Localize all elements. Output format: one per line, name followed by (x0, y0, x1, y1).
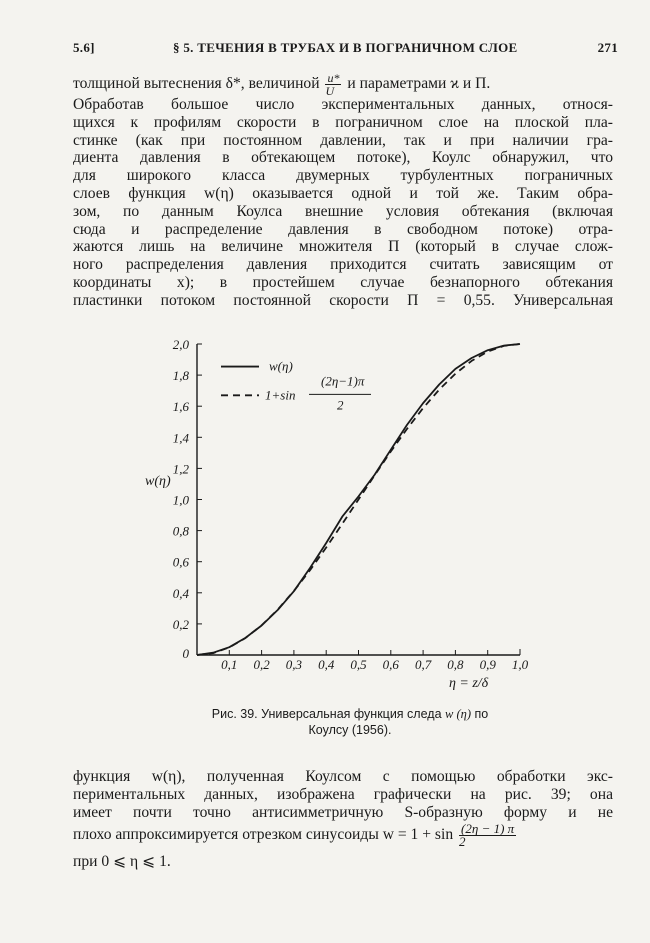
paragraph-line: для широкого класса двумерных турбулентных пограничных (73, 167, 613, 185)
y-tick-label: 2,0 (172, 337, 189, 352)
paragraph-line: плохо аппроксимируется отрезком синусоиды w = 1 + sin $\frac{(2\eta - 1) \pi}{2}$ (73, 821, 515, 850)
y-tick-label: 0,8 (172, 523, 189, 539)
fraction-sine-argument: $\frac{(2\eta - 1) \pi}{2}$ (459, 821, 515, 850)
y-tick-label: 0,4 (172, 585, 189, 601)
series-sine-dashed (197, 344, 520, 655)
caption-line-1: Рис. 39. Универсальная функция следа w (η) по (211, 707, 489, 721)
y-tick-label: 1,6 (172, 399, 189, 415)
paragraph-line: координаты x); в простейшем случае безнапорного обтекания (73, 273, 613, 291)
figure-caption (150, 706, 550, 738)
paragraph-line: функция w(η), полученная Коулсом с помощью обработки экс- (73, 768, 613, 785)
running-header (73, 40, 618, 60)
y-tick-label: 1,8 (172, 368, 189, 384)
paragraph-line: зом, по данным Коулса внешние условия обтекания (включая (73, 202, 613, 220)
paragraph-line: диента давления в обтекающем потоке), Коулс обнаружил, что (73, 149, 613, 167)
y-axis-label: w(η) (145, 473, 171, 489)
x-tick-label: 0,7 (414, 657, 432, 672)
x-tick-label: 0,4 (318, 657, 335, 672)
figure-39 (140, 330, 540, 700)
page-number: 271 (597, 40, 618, 55)
y-tick-label: 1,4 (172, 430, 189, 446)
x-tick-label: 0,8 (447, 657, 464, 672)
legend-dashed-numerator: (2η−1)π (321, 373, 365, 389)
y-tick-label: 0,2 (172, 616, 189, 632)
legend-dashed-prefix: 1+sin (265, 387, 296, 403)
y-tick-label: 1,0 (172, 492, 189, 508)
paragraph-line: щихся к профилям скорости в пограничном слое на плоской пла- (73, 113, 613, 131)
paragraph-line: при 0 ⩽ η ⩽ 1. (73, 853, 171, 871)
x-tick-label: 0,3 (285, 657, 303, 672)
paragraph-line: жаются лишь на величине множителя Π (который в случае слож- (73, 238, 613, 256)
x-tick-label: 0,1 (221, 657, 238, 672)
paragraph-line: периментальных данных, изображена графически на рис. 39; она (73, 785, 613, 803)
paragraph-line: имеет почти точно антисимметричную S-образную форму и не (73, 803, 613, 821)
paragraph-line: слоев функция w(η) оказывается одной и той же. Таким обра- (73, 184, 613, 202)
section-number: 5.6] (73, 40, 95, 55)
caption-line-2: Коулсу (1956). (308, 723, 392, 737)
running-title: § 5. ТЕЧЕНИЯ В ТРУБАХ И В ПОГРАНИЧНОМ СЛОЕ (173, 40, 518, 55)
paragraph-2 (73, 768, 613, 871)
paragraph-line: сюда и распределение давления в свободном потоке) отра- (73, 220, 613, 238)
paragraph-1 (73, 72, 613, 310)
legend-dashed-denominator: 2 (337, 397, 344, 413)
x-tick-label: 0,6 (382, 657, 399, 672)
paragraph-line: толщиной вытеснения δ*, величиной $\frac{u*}{U}$ и параметрами ϰ и Π. (73, 71, 491, 98)
paragraph-line: пластинки потоком постоянной скорости Π = 0,55. Универсальная (73, 291, 613, 309)
paragraph-line: Обработав большое число экспериментальных данных, относя- (73, 96, 613, 113)
wake-function-chart (140, 330, 540, 700)
x-tick-label: 0,5 (350, 657, 367, 672)
paragraph-line: стинке (как при постоянном давлении, так и при наличии гра- (73, 131, 613, 149)
caption-function: w (η) (445, 707, 472, 721)
paragraph-line: ного распределения давления приходится считать зависящим от (73, 256, 613, 274)
x-tick-label: 1,0 (511, 657, 529, 672)
x-tick-label: 0,9 (479, 657, 496, 672)
y-tick-label: 0 (182, 646, 189, 661)
y-tick-label: 1,2 (172, 461, 189, 477)
x-tick-label: 0,2 (253, 657, 270, 672)
x-axis-label: η = z/δ (448, 676, 489, 691)
legend-solid-label: w(η) (269, 358, 293, 374)
fraction-u-star-over-U: $\frac{u*}{U}$ (325, 71, 340, 98)
y-tick-label: 0,6 (172, 554, 189, 570)
